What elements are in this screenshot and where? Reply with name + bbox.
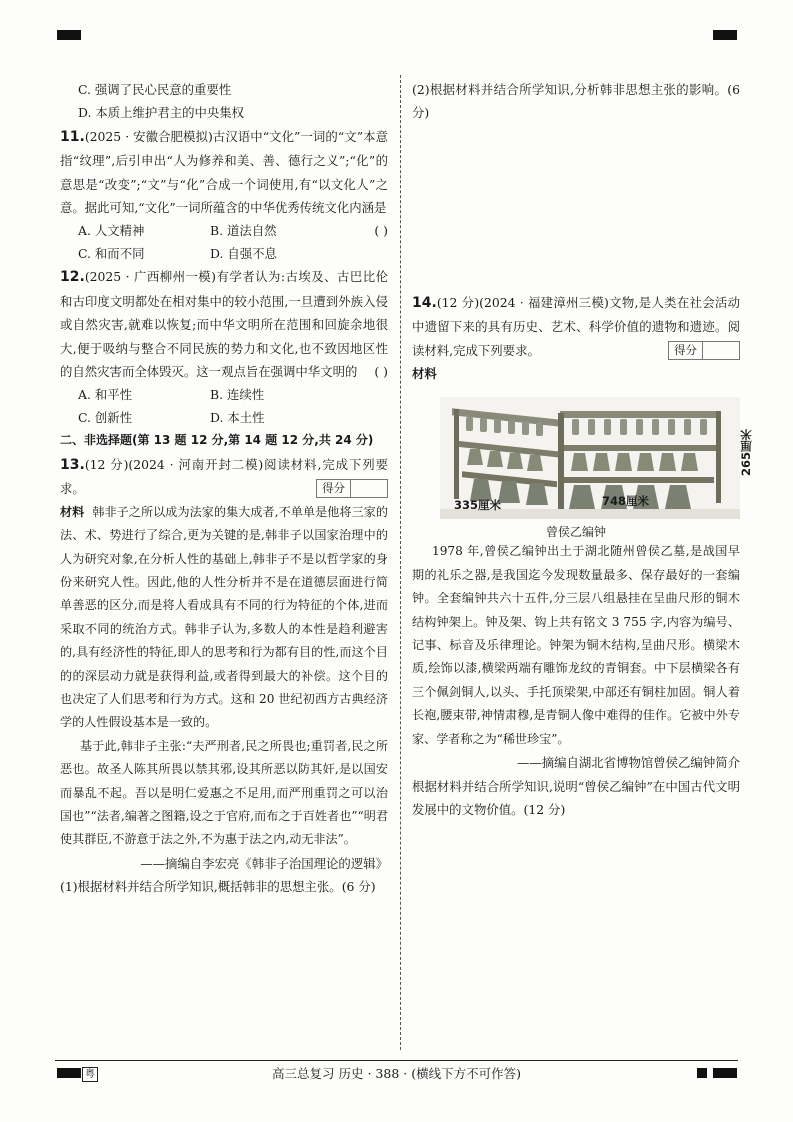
q14-stem: (12 分)(2024 · 福建漳州三模)文物,是人类在社会活动中遗留下来的具有历史、艺术、科学价值的遗物和遗迹。阅读材料,完成下列要求。 (412, 294, 740, 358)
registration-mark-top-left (57, 30, 81, 40)
question-11 (60, 125, 388, 266)
page-footer: 高三总复习 历史 · 388 · (横线下方不可作答) (272, 1066, 521, 1081)
q11-option-a: A. 人文精神 (78, 223, 145, 239)
q13-source: ——摘编自李宏亮《韩非子治国理论的逻辑》 (140, 855, 388, 871)
question-13 (60, 453, 388, 899)
region-badge: 粤 (82, 1067, 98, 1082)
q11-number: 11. (60, 128, 85, 145)
figure-caption: 曾侯乙编钟 (545, 525, 606, 540)
q14-source: ——摘编自湖北省博物馆曾侯乙编钟简介 (516, 755, 740, 771)
right-column (412, 78, 753, 821)
q13-score-label: 得分 (317, 480, 351, 497)
q13-answer-space[interactable] (412, 125, 740, 291)
q11-stem: (2025 · 安徽合肥模拟)古汉语中“文化”一词的“文”本意指“纹理”,后引申出“人为修养和美、善、德行之义”;“化”的意思是“改变”;“文”与“化”合成一个词使用,有“以文化人”之意。据此可知,“文化”一词所蕴含的中华优秀传统文化内涵是 (60, 128, 388, 216)
dimension-label-right: 748厘米 (602, 494, 650, 509)
section-heading-non-choice: 二、非选择题(第 13 题 12 分,第 14 题 12 分,共 24 分) (60, 433, 374, 448)
q14-material-label: 材料 (412, 366, 437, 382)
question-12 (60, 265, 388, 429)
q13-material-paragraph-1: 韩非子之所以成为法家的集大成者,不单单是他将三家的法、术、势进行了综合,更为关键的是,韩非子以国家治理中的人为研究对象,在分析人性的基础上,韩非子不是以哲学家的身份来研究人性。因此,他的人性分析并不是在道德层面进行简单善恶的区分,而是将人看成具有不同的行为特征的个体,进而采取不同的统治方式。韩非子认为,多数人的本性是趋利避害的,具有经济性的特征,即人的思考和行为都有目的性,而这个目的的深层动力就是获得利益,或者得到最大的补偿。这个目的也决定了人们思考和行为方式。这和 20 世纪初西方古典经济学的人性假设基本是一致的。 (60, 504, 388, 730)
dimension-label-height: 265厘米 (739, 429, 753, 477)
q10-option-c: C. 强调了民心民意的重要性 (78, 82, 232, 97)
q14-material-paragraph: 1978 年,曾侯乙编钟出土于湖北随州曾侯乙墓,是战国早期的礼乐之器,是我国迄今发现数量最多、保存最好的一套编钟。全套编钟共六十五件,分三层八组悬挂在呈曲尺形的铜木结构钟架上。钟及架、钩上共有铭文 3 755 字,内容为编号、记事、标音及乐律理论。钟架为铜木结构,呈曲尺形。横梁木质,绘饰以漆,横梁两端有雕饰龙纹的青铜套。中下层横梁各有三个佩剑铜人,以头、手托顶梁架,中部还有铜柱加固。铜人着长袍,腰束带,神情肃穆,是青铜人像中难得的佳作。它被中外专家、学者称之为“稀世珍宝”。 (412, 544, 740, 746)
q12-answer-paren: ( ) (374, 364, 388, 380)
q13-score-box (316, 479, 388, 498)
q12-option-b: B. 连续性 (210, 387, 265, 403)
q13-score-blank[interactable] (351, 480, 387, 497)
q14-question: 根据材料并结合所学知识,说明“曾侯乙编钟”在中国古代文明发展中的文物价值。(12 分) (412, 778, 740, 817)
dimension-label-left: 335厘米 (454, 498, 502, 513)
q12-option-a: A. 和平性 (78, 387, 132, 403)
q13-material-paragraph-2: 基于此,韩非子主张:“夫严刑者,民之所畏也;重罚者,民之所恶也。故圣人陈其所畏以禁其邪,设其所恶以防其奸,是以国安而暴乱不起。吾以是明仁爱惠之不足用,而严刑重罚之可以治国也”“法者,编著之图籍,设之于官府,而布之于百姓者也”“明君使其群臣,不游意于法之外,不为惠于法之内,动无非法”。 (60, 738, 388, 847)
q12-stem: (2025 · 广西柳州一模)有学者认为:古埃及、古巴比伦和古印度文明都处在相对集中的较小范围,一旦遭到外族入侵或自然灾害,就难以恢复;而中华文明所在范围和回旋余地很大,便于吸纳与整合不同民族的势力和文化,也不致因地区性的自然灾害而全体毁灭。这一观点旨在强调中华文明的 (60, 269, 388, 380)
q13-material-label: 材料 (60, 504, 85, 519)
footer-rule (55, 1060, 738, 1061)
q12-option-d: D. 本土性 (210, 410, 265, 426)
q11-option-d: D. 自强不息 (210, 246, 277, 262)
q11-answer-paren: ( ) (374, 223, 388, 239)
q13-sub-question-1: (1)根据材料并结合所学知识,概括韩非的思想主张。(6 分) (60, 879, 376, 895)
q10-option-d: D. 本质上维护君主的中央集权 (78, 105, 245, 121)
q12-option-c: C. 创新性 (78, 410, 133, 426)
registration-mark-top-right (713, 30, 737, 40)
left-column (60, 78, 388, 899)
question-14 (412, 291, 753, 822)
q13-stem: (12 分)(2024 · 河南开封二模)阅读材料,完成下列要求。 (60, 456, 388, 497)
registration-mark-bottom-right (713, 1068, 737, 1078)
q11-option-b: B. 道法自然 (210, 223, 277, 239)
q11-option-c: C. 和而不同 (78, 246, 145, 262)
q14-score-blank[interactable] (703, 342, 739, 359)
q14-number: 14. (412, 294, 437, 311)
q12-number: 12. (60, 269, 85, 286)
q14-score-box (668, 341, 740, 360)
q13-number: 13. (60, 456, 85, 473)
column-divider (400, 75, 401, 1050)
bell-set-photo (440, 397, 753, 519)
q13-sub-question-2: (2)根据材料并结合所学知识,分析韩非思想主张的影响。(6 分) (412, 82, 740, 121)
registration-mark-bottom-right-small (697, 1068, 707, 1078)
q14-score-label: 得分 (669, 342, 703, 359)
